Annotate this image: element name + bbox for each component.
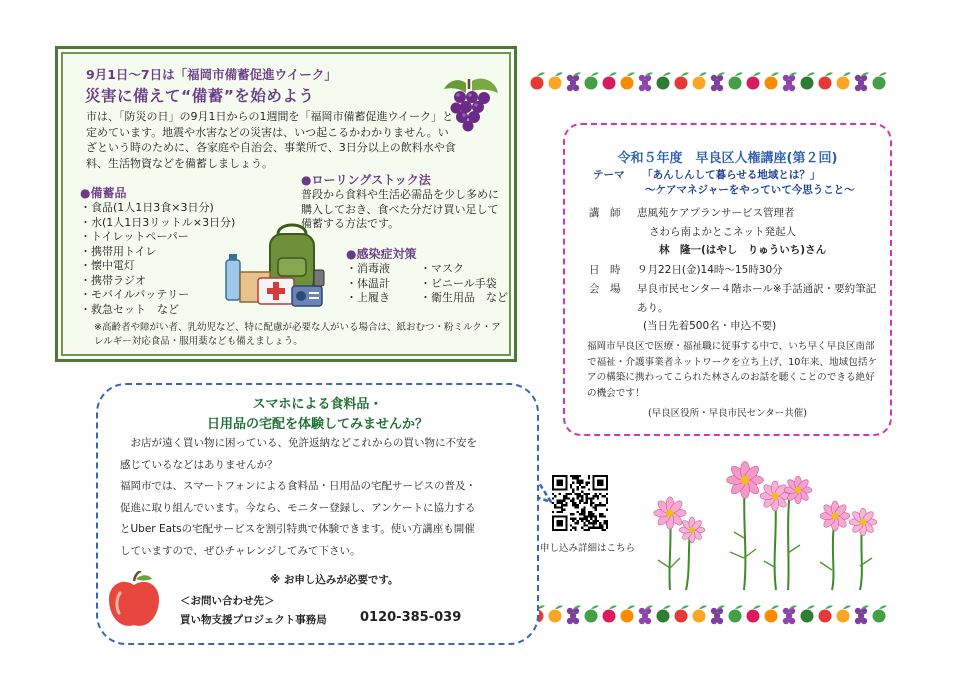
list-item: ・体温計 (346, 276, 390, 290)
qr-caption: 申し込み詳細はこちら (540, 543, 636, 554)
list-item: ・モバイルバッテリー (80, 288, 190, 301)
application-note: ※ お申し込みが必要です。 (270, 574, 399, 586)
lecture-host: (早良区役所・早良市民センター共催) (647, 408, 808, 419)
lecture-info (589, 204, 879, 336)
rolling-stock-heading: ●ローリングストック法 (301, 173, 431, 187)
list-item: ・食品(1人1日3食×3日分) (80, 201, 214, 214)
delivery-para: 福岡市では、スマートフォンによる食料品・日用品の宅配サービスの普及・促進に取り組んでいます。今なら、モニター登録し、アンケートに協力するとUber Eatsの宅配サービスを割引特典で体験できます。使い方講座も開催していますので、ぜひチャレンジしてみて下さい。 (120, 480, 476, 557)
lecturer-name: 林 隆一(はやし りゅういち)さん (659, 244, 827, 256)
lecturer-org-line: さわら南よかとこネット発起人 (649, 225, 796, 238)
lecture-title: 令和５年度 早良区人権講座(第２回) (617, 151, 838, 166)
list-item: ・上履き (346, 291, 390, 304)
stockpile-date-line: 9月1日〜7日は「福岡市備蓄促進ウイーク」 (86, 67, 337, 82)
delivery-body (120, 433, 485, 562)
delivery-panel (96, 383, 539, 645)
venue-value (637, 280, 879, 336)
infection-heading: ●感染症対策 (346, 247, 417, 261)
stockpile-panel (55, 46, 517, 362)
venue-text: 早良市民センター４階ホール※手話通訳・要約筆記あり。 (637, 283, 877, 314)
theme-text: 「あんしんして暮らせる地域とは？」 (642, 169, 821, 181)
contact-phone[interactable]: 0120-385-039 (360, 610, 462, 625)
stockpile-headline: 災害に備えて“備蓄”を始めよう (85, 87, 315, 105)
infection-section (346, 245, 511, 306)
infection-list (346, 262, 511, 306)
delivery-title-line2: 日用品の宅配を体験してみませんか？ (206, 417, 428, 432)
qr-code-icon[interactable] (552, 475, 608, 531)
list-item: ・救急セット など (80, 302, 179, 316)
apple-icon (106, 571, 162, 631)
list-item: ・マスク (420, 262, 464, 275)
stockpile-intro: 市は、「防災の日」の9月1日からの1週間を「福岡市備蓄促進ウイーク」と定めています。地震や水害などの災害は、いつ起こるかわかりません。いざという時のために、各家庭や自治会、事業所で、3日分以上の飲料水や食料、生活物資などを備蓄しましょう。 (86, 110, 456, 170)
delivery-para: お店が遠く買い物に困っている、免許返納などこれからの買い物に不安を感じているなどはありませんか？ (120, 437, 477, 471)
rolling-stock-section (301, 171, 501, 232)
fruit-border-icon (528, 70, 888, 94)
list-item: ・携帯ラジオ (80, 273, 146, 287)
list-item: ・衛生用品 など (420, 291, 508, 304)
rolling-stock-text: 普段から食料や生活必需品を少し多めに購入しておき、食べた分だけ買い足して備蓄する方法です。 (301, 188, 499, 230)
fruit-border-icon (528, 603, 888, 627)
lecture-panel (563, 123, 892, 436)
supplies-section (80, 184, 235, 317)
list-item: ・トイレットペーパー (80, 230, 189, 243)
list-item: ・懐中電灯 (80, 259, 135, 272)
list-item: ・ビニール手袋 (420, 276, 497, 290)
list-item: ・消毒液 (346, 262, 390, 275)
cosmos-flowers-icon (630, 458, 895, 593)
lecturer-org-line: 恵風苑ケアプランサービス管理者 (637, 207, 795, 219)
backpack-supplies-icon (218, 214, 328, 314)
contact-heading: ＜お問い合わせ先＞ (180, 595, 275, 607)
supplies-heading: ●備蓄品 (80, 186, 127, 200)
stockpile-note: ※高齢者や障がい者、乳幼児など、特に配慮が必要な人がいる場合は、紙おむつ・粉ミルク・アレルギー対応食品・服用薬なども備えましょう。 (94, 322, 501, 347)
lecture-description: 福岡市早良区で医療・福祉職に従事する中で、いち早く早良区南部で福祉・介護事業者ネットワークを立ち上げ、10年来、地域包括ケアの構築に携わってこられた林さんのお話を聴くことのできる絶好の機会です！ (587, 341, 878, 399)
contact-org: 買い物支援プロジェクト事務局 (180, 614, 327, 626)
theme-label: テーマ (593, 169, 625, 181)
theme-subtext: 〜ケアマネジャーをやっていて今思うこと〜 (645, 184, 855, 196)
supplies-list (80, 201, 235, 317)
list-item: ・携帯用トイレ (80, 244, 157, 258)
venue-label: 会 場 (589, 283, 621, 295)
list-item: ・水(1人1日3リットル×3日分) (80, 215, 236, 229)
lecturer-org (637, 204, 879, 260)
lecture-theme (593, 168, 893, 198)
delivery-title-line1: スマホによる食料品・ (252, 397, 383, 412)
datetime-value: ９月22日(金)14時〜15時30分 (637, 263, 783, 276)
capacity-text: (当日先着500名・申込不要) (643, 320, 777, 332)
datetime-label: 日 時 (589, 263, 621, 276)
lecturer-label: 講 師 (589, 207, 621, 219)
